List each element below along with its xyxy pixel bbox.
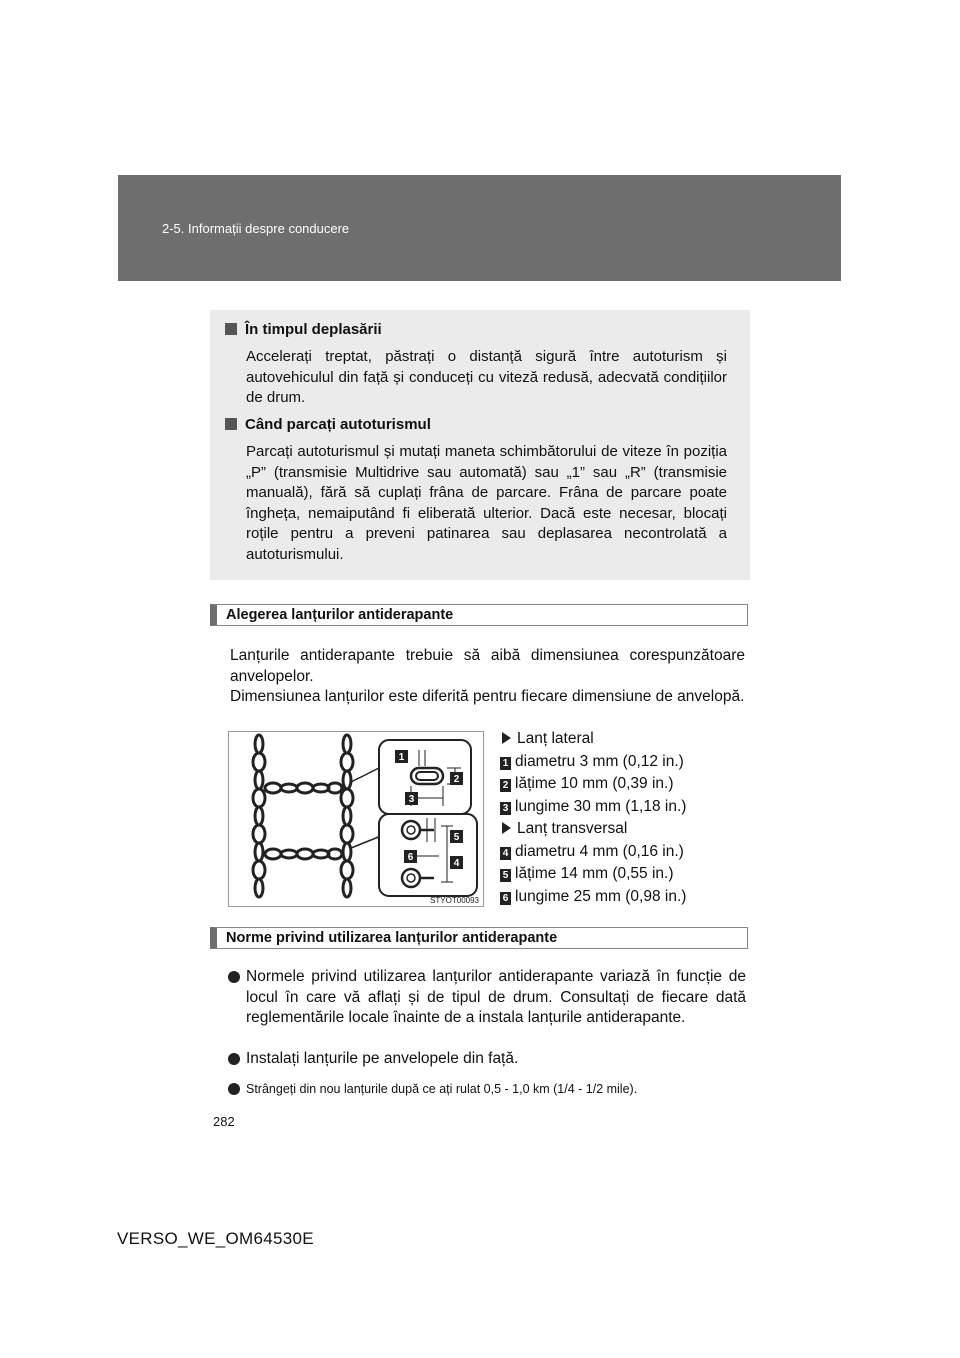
- bullet-item-regulations: Normele privind utilizarea lanțurilor antiderapante variază în funcție de locul în care vă aflați și de tipul de drum. Consultați de fiecare dată reglementările locale înainte de a instala lanțurile antiderapante.: [228, 967, 746, 1029]
- diagram-badge-4: [450, 856, 463, 869]
- svg-text:3: 3: [408, 794, 415, 805]
- spec-item-6: 6 lungime 25 mm (0,98 in.): [500, 886, 686, 908]
- number-badge: 3: [500, 802, 511, 815]
- note-text-parking: Parcați autoturismul și mutați maneta schimbătorului de viteze în poziția „P” (transmisie Multidrive sau automată) sau „1” sau „R” (transmisie manuală), fără să cuplați frâna de parcare. Frâna de parcare poate îngheța, nemaiputând fi eliberată ulterior. Dacă este necesar, blocați roțile pentru a preveni patinarea sau deplasarea necontrolată a autoturismului.: [246, 443, 727, 563]
- number-badge: 1: [500, 757, 511, 770]
- triangle-arrow-icon: [502, 822, 511, 834]
- header-band: [118, 175, 841, 281]
- header-title: 2-5. Informații despre conducere: [162, 221, 350, 236]
- spec-heading-cross-chain: Lanț transversal: [500, 818, 627, 840]
- spec-item-2: 2 lățime 10 mm (0,39 in.): [500, 773, 674, 795]
- spec-item-1: 1 diametru 3 mm (0,12 in.): [500, 751, 684, 773]
- square-bullet-icon: [225, 323, 237, 335]
- diagram-badge-1: [395, 750, 408, 763]
- bullet-item-retighten: Strângeți din nou lanțurile după ce ați rulat 0,5 - 1,0 km (1/4 - 1/2 mile).: [228, 1079, 746, 1100]
- spec-item-5: 5 lățime 14 mm (0,55 in.): [500, 863, 674, 885]
- cross-chain-upper: [265, 783, 342, 793]
- bullet-item-front-tires: Instalați lanțurile pe anvelopele din față.: [228, 1049, 746, 1070]
- number-badge: 2: [500, 779, 511, 792]
- number-badge: 5: [500, 869, 511, 882]
- snow-chain-illustration: [229, 732, 483, 906]
- svg-text:2: 2: [453, 774, 460, 785]
- number-badge: 6: [500, 892, 511, 905]
- side-chain-right: [341, 735, 353, 897]
- diagram-code: STYOT00093: [430, 896, 479, 905]
- section-title-chain-selection: Alegerea lanțurilor antiderapante: [210, 604, 748, 626]
- note-heading-driving: În timpul deplasării: [225, 321, 382, 338]
- diagram-badge-2: [450, 772, 463, 785]
- document-code: VERSO_WE_OM64530E: [117, 1229, 314, 1248]
- svg-text:4: 4: [453, 858, 460, 869]
- side-chain-left: [253, 735, 265, 897]
- spec-heading-side-chain: Lanț lateral: [500, 728, 594, 750]
- page-number: 282: [213, 1114, 235, 1129]
- paragraph-chain-size: Lanțurile antiderapante trebuie să aibă dimensiunea corespunzătoare anvelopelor.: [230, 647, 745, 685]
- bullet-dot-icon: [228, 1053, 240, 1065]
- note-heading-parking: Când parcați autoturismul: [225, 416, 431, 433]
- svg-text:5: 5: [453, 832, 460, 843]
- svg-text:6: 6: [407, 852, 414, 863]
- number-badge: 4: [500, 847, 511, 860]
- diagram-badge-6: [404, 850, 417, 863]
- spec-item-4: 4 diametru 4 mm (0,16 in.): [500, 841, 684, 863]
- note-text-driving: Accelerați treptat, păstrați o distanță sigură între autoturism și autovehiculul din față și conduceți cu viteză redusă, adecvată condițiilor de drum.: [246, 348, 727, 406]
- snow-chain-diagram: [228, 731, 484, 907]
- diagram-badge-3: [405, 792, 418, 805]
- note-box: [210, 310, 750, 580]
- square-bullet-icon: [225, 418, 237, 430]
- section-title-chain-rules: Norme privind utilizarea lanțurilor antiderapante: [210, 927, 748, 949]
- svg-text:1: 1: [398, 752, 405, 763]
- bullet-dot-icon: [228, 1083, 240, 1095]
- cross-chain-lower: [265, 849, 342, 859]
- bullet-dot-icon: [228, 971, 240, 983]
- paragraph-chain-dimension: Dimensiunea lanțurilor este diferită pentru fiecare dimensiune de anvelopă.: [230, 688, 745, 705]
- diagram-badge-5: [450, 830, 463, 843]
- spec-item-3: 3 lungime 30 mm (1,18 in.): [500, 796, 686, 818]
- triangle-arrow-icon: [502, 732, 511, 744]
